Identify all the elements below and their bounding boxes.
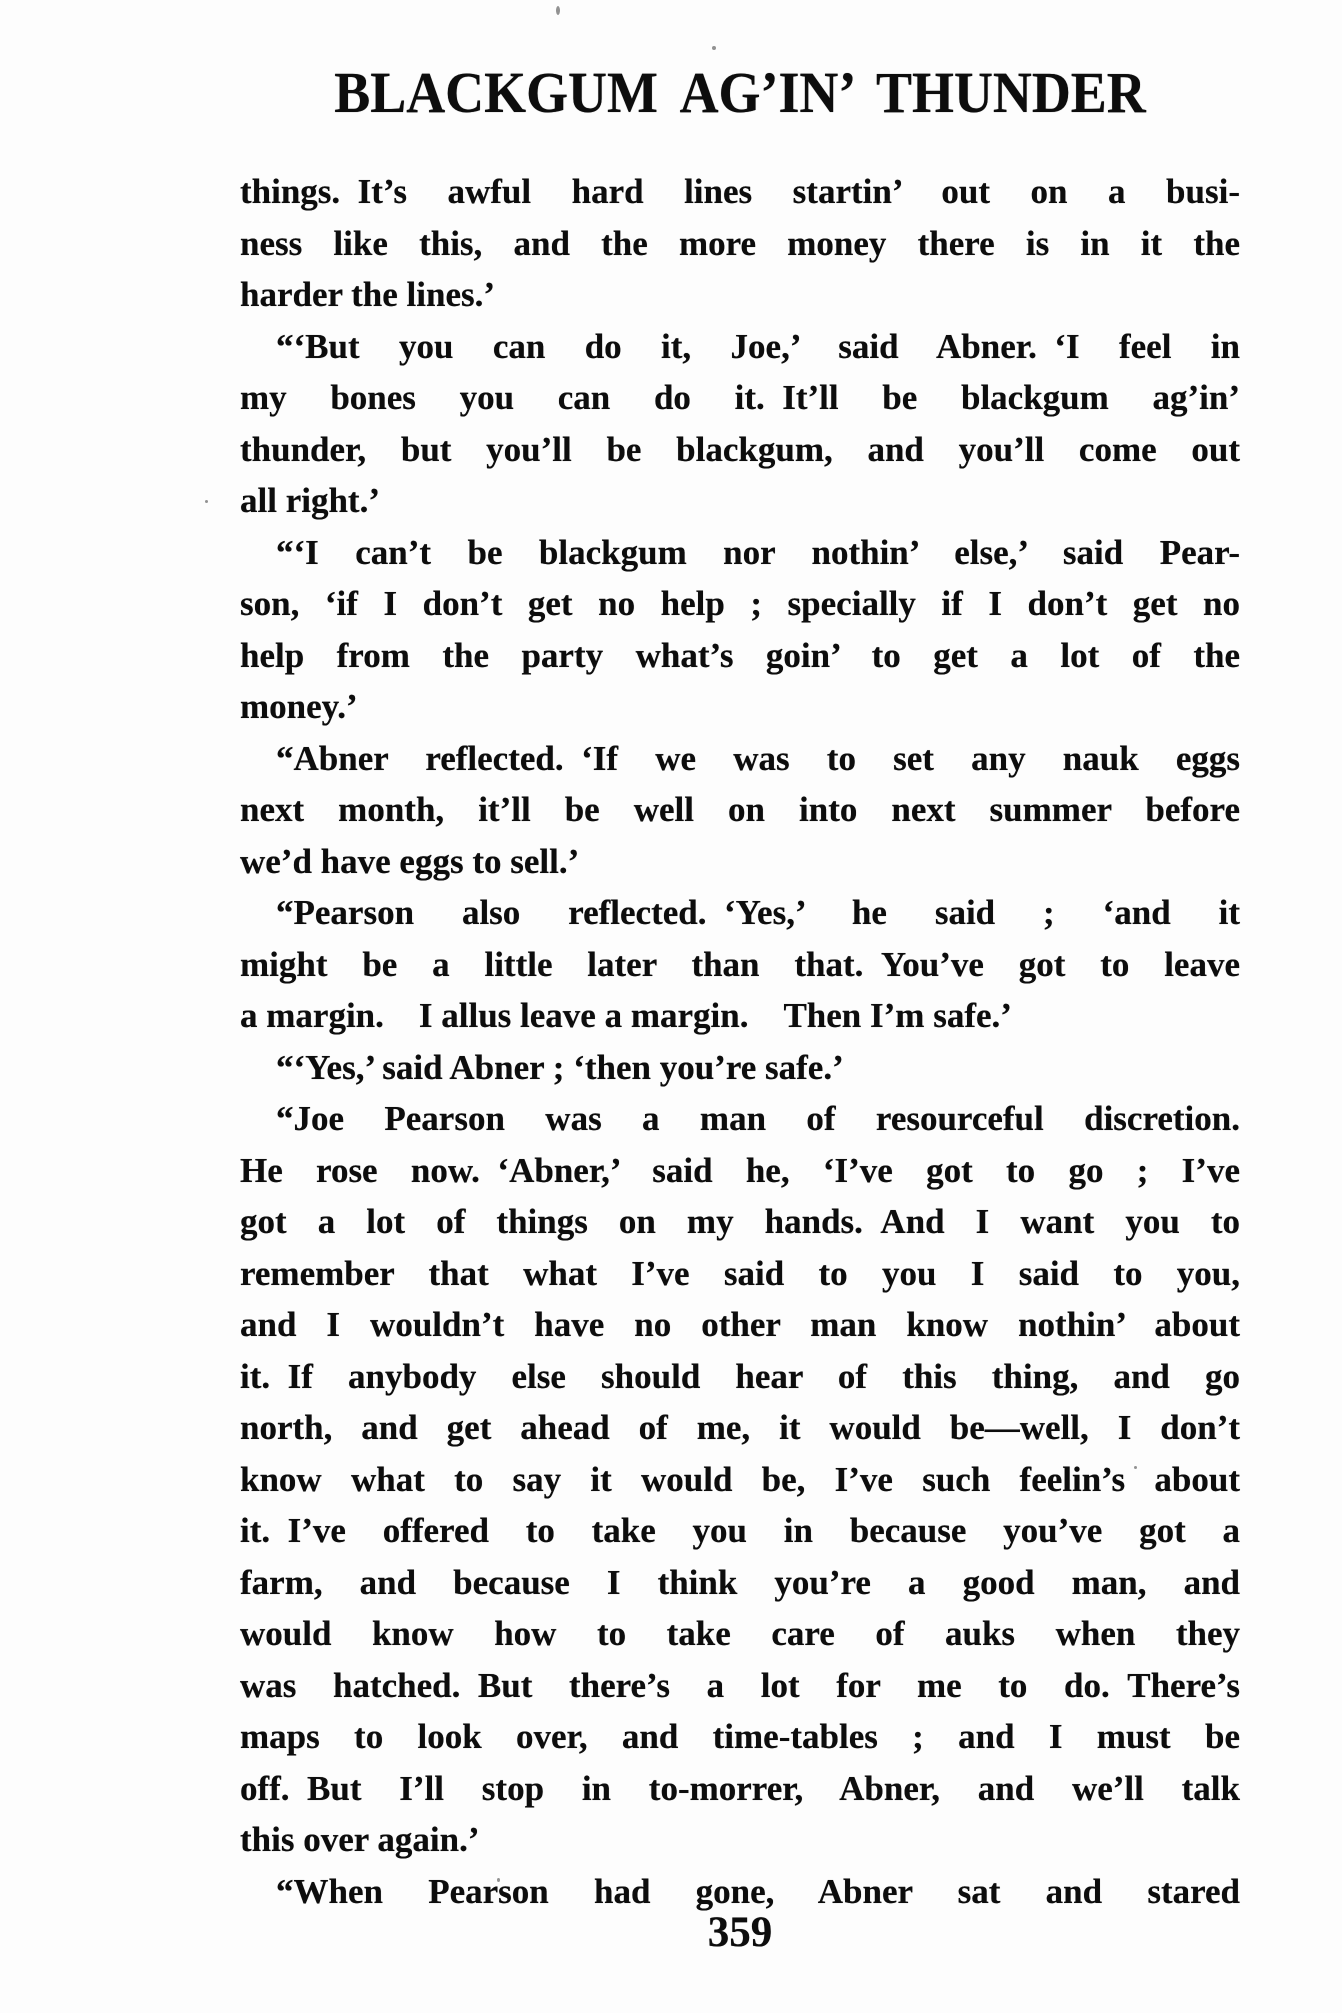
text-line: all right.’	[240, 481, 380, 520]
text-line: help from the party what’s goin’ to get a lot of the	[240, 635, 1240, 675]
text-line: son, ‘if I don’t get no help ; specially if I don’t get no	[240, 584, 1240, 623]
paragraph	[240, 527, 1240, 733]
text-line: harder the lines.’	[240, 275, 496, 314]
text-block	[240, 166, 1240, 1917]
text-line: maps to look over, and time-tables ; and I must be	[240, 1717, 1240, 1756]
text-line: this over again.’	[240, 1820, 480, 1859]
scan-speck	[556, 6, 560, 15]
text-line: money.’	[240, 687, 358, 726]
text-line: “Pearson also reflected. ‘Yes,’ he said ; ‘and it	[276, 893, 1240, 932]
text-line: things. It’s awful hard lines startin’ out on a busi-	[240, 172, 1240, 211]
text-line: it. If anybody else should hear of this thing, and go	[240, 1356, 1240, 1396]
paragraph	[240, 1093, 1240, 1866]
paragraph	[240, 887, 1240, 1042]
text-line: was hatched. But there’s a lot for me to do. There’s	[240, 1665, 1240, 1705]
text-line: “Abner reflected. ‘If we was to set any nauk eggs	[276, 738, 1240, 778]
text-line: a margin. I allus leave a margin. Then I’m safe.’	[240, 996, 1012, 1035]
text-line: “‘But you can do it, Joe,’ said Abner. ‘I feel in	[276, 326, 1240, 366]
text-line: it. I’ve offered to take you in because you’ve got a	[240, 1511, 1240, 1550]
text-line: farm, and because I think you’re a good man, and	[240, 1562, 1240, 1602]
paragraph	[240, 1042, 1240, 1094]
text-line: we’d have eggs to sell.’	[240, 841, 580, 881]
text-line: off. But I’ll stop in to-morrer, Abner, and we’ll talk	[240, 1768, 1240, 1808]
text-line: know what to say it would be, I’ve such feelin’s about	[240, 1459, 1240, 1499]
text-line: next month, it’ll be well on into next summer before	[240, 790, 1240, 829]
text-line: He rose now. ‘Abner,’ said he, ‘I’ve got to go ; I’ve	[240, 1150, 1240, 1190]
page-title: BLACKGUM AG’IN’ THUNDER	[334, 60, 1146, 125]
text-line: “When Pearson had gone, Abner sat and stared	[276, 1871, 1240, 1911]
scan-speck	[205, 500, 208, 503]
scan-speck	[712, 46, 716, 50]
text-line: ness like this, and the more money there is in it the	[240, 223, 1240, 263]
text-line: “‘I can’t be blackgum nor nothin’ else,’ said Pear-	[276, 532, 1240, 572]
paragraph	[240, 166, 1240, 321]
text-line: might be a little later than that. You’ve got to leave	[240, 944, 1240, 984]
text-line: north, and get ahead of me, it would be—well, I don’t	[240, 1408, 1240, 1447]
text-line: “‘Yes,’ said Abner ; ‘then you’re safe.’	[276, 1047, 844, 1087]
paragraph	[240, 733, 1240, 888]
text-line: would know how to take care of auks when they	[240, 1614, 1240, 1653]
text-line: remember that what I’ve said to you I said to you,	[240, 1253, 1240, 1293]
text-line: thunder, but you’ll be blackgum, and you’ll come out	[240, 429, 1240, 469]
paragraph	[240, 321, 1240, 527]
text-line: “Joe Pearson was a man of resourceful discretion.	[276, 1099, 1240, 1138]
text-line: got a lot of things on my hands. And I want you to	[240, 1202, 1240, 1241]
text-line: my bones you can do it. It’ll be blackgum ag’in’	[240, 378, 1240, 417]
text-line: and I wouldn’t have no other man know nothin’ about	[240, 1305, 1240, 1344]
page-number: 359	[707, 1909, 773, 1956]
